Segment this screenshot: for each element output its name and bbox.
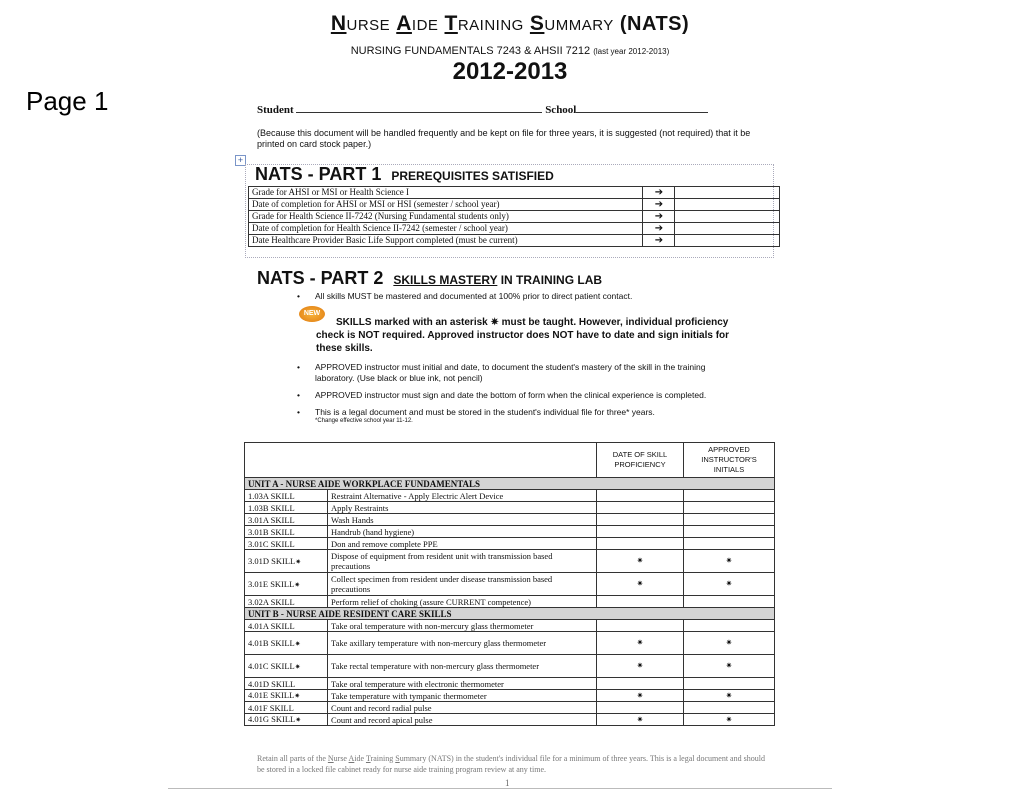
initials-cell[interactable] [684,620,775,632]
part2-heading: NATS - PART 2 SKILLS MASTERY IN TRAINING LAB [257,268,603,288]
asterisk-icon: ✷ [684,632,775,655]
entry-cell[interactable] [675,199,780,211]
list-item: • APPROVED instructor must sign and date the bottom of form when the clinical experience is completed. [297,390,707,400]
arrow-icon: ➔ [643,235,675,247]
page-number: 1 [505,778,510,788]
date-cell[interactable] [597,514,684,526]
table-header-row [245,443,775,478]
initials-cell[interactable] [684,596,775,608]
table-row: 4.01G SKILL✷ Count and record apical pulse ✷ ✷ [245,714,775,726]
student-school-line [257,102,708,116]
asterisk-icon: ✷ [294,662,301,671]
date-cell[interactable] [597,620,684,632]
new-badge-icon: NEW [299,306,325,322]
school-field[interactable] [576,102,708,113]
skills-table [244,442,775,726]
table-row: 3.01A SKILL Wash Hands [245,514,775,526]
entry-cell[interactable] [675,235,780,247]
table-row: 3.01C SKILL Don and remove complete PPE [245,538,775,550]
arrow-icon: ➔ [643,211,675,223]
table-row: Date of completion for Health Science II-7242 (semester / school year) ➔ [249,223,780,235]
asterisk-icon: ✷ [294,692,301,700]
arrow-icon: ➔ [643,223,675,235]
asterisk-icon: ✷ [597,714,684,726]
asterisk-icon: ✷ [597,550,684,573]
table-row: 4.01B SKILL✷ Take axillary temperature with non-mercury glass thermometer ✷ ✷ [245,632,775,655]
asterisk-icon: ✷ [684,573,775,596]
table-row: Date of completion for AHSI or MSI or HSI (semester / school year) ➔ [249,199,780,211]
table-row: 4.01F SKILL Count and record radial pulse [245,702,775,714]
table-row: Grade for Health Science II-7242 (Nursing Fundamental students only) ➔ [249,211,780,223]
table-row: 4.01A SKILL Take oral temperature with non-mercury glass thermometer [245,620,775,632]
school-year: 2012-2013 [452,58,568,85]
column-header-date: DATE OF SKILL PROFICIENCY [597,443,684,478]
school-label: School [545,104,577,116]
date-cell[interactable] [597,538,684,550]
date-cell[interactable] [597,678,684,690]
entry-cell[interactable] [675,211,780,223]
asterisk-icon: ✷ [684,655,775,678]
column-header-initials: APPROVED INSTRUCTOR'S INITIALS [684,443,775,478]
asterisk-icon: ✷ [294,580,301,589]
initials-cell[interactable] [684,702,775,714]
asterisk-icon: ✷ [684,550,775,573]
asterisk-icon: ✷ [294,639,301,648]
asterisk-icon: ✷ [684,690,775,702]
date-cell[interactable] [597,526,684,538]
student-label: Student [257,104,294,116]
date-cell[interactable] [597,702,684,714]
table-row: 4.01C SKILL✷ Take rectal temperature with non-mercury glass thermometer ✷ ✷ [245,655,775,678]
student-field[interactable] [296,102,542,113]
arrow-icon: ➔ [643,187,675,199]
asterisk-icon: ✷ [597,655,684,678]
initials-cell[interactable] [684,514,775,526]
entry-cell[interactable] [675,223,780,235]
asterisk-icon: ✷ [295,716,302,724]
asterisk-icon: ✷ [295,557,302,566]
list-item: • APPROVED instructor must initial and date, to document the student's mastery of the skill in the training laboratory. (Use black or blue ink, not pencil) [297,362,706,383]
initials-cell[interactable] [684,678,775,690]
page-label: Page 1 [26,86,109,116]
table-row: 3.01E SKILL✷ Collect specimen from resident under disease transmission based precautions ✷ ✷ [245,573,775,596]
document-page [237,0,780,791]
date-cell[interactable] [597,490,684,502]
initials-cell[interactable] [684,526,775,538]
asterisk-icon: ✷ [597,632,684,655]
initials-cell[interactable] [684,490,775,502]
initials-cell[interactable] [684,538,775,550]
table-row: 4.01E SKILL✷ Take temperature with tympanic thermometer ✷ ✷ [245,690,775,702]
list-item: • All skills MUST be mastered and documented at 100% prior to direct patient contact. [297,291,633,301]
table-row: 3.01B SKILL Handrub (hand hygiene) [245,526,775,538]
entry-cell[interactable] [675,187,780,199]
part2-instructions [295,291,735,431]
asterisk-icon: ✷ [597,573,684,596]
list-item: • This is a legal document and must be stored in the student's individual file for three* years. *Change effective school year 11-12. [297,407,655,424]
asterisk-icon: ✷ [597,690,684,702]
document-title: NURSE AIDE TRAINING SUMMARY (NATS) [330,12,690,35]
arrow-icon: ➔ [643,199,675,211]
part1-heading: NATS - PART 1 PREREQUISITES SATISFIED [255,164,554,184]
unit-a-row: UNIT A - NURSE AIDE WORKPLACE FUNDAMENTALS [245,478,775,490]
asterisk-icon: ✷ [684,714,775,726]
divider [168,788,832,789]
table-move-handle-icon[interactable]: + [235,155,246,166]
table-row: 1.03B SKILL Apply Restraints [245,502,775,514]
initials-cell[interactable] [684,502,775,514]
retention-footer: Retain all parts of the Nurse Aide Training Summary (NATS) in the student's individual file for a minimum of three years. This is a legal document and should be stored in a locked file cabinet ready for nurse aide training program review at any time. [257,754,765,774]
unit-b-row: UNIT B - NURSE AIDE RESIDENT CARE SKILLS [245,608,775,620]
table-row: Date Healthcare Provider Basic Life Support completed (must be current) ➔ [249,235,780,247]
table-row: 3.02A SKILL Perform relief of choking (assure CURRENT competence) [245,596,775,608]
date-cell[interactable] [597,502,684,514]
table-row: 3.01D SKILL✷ Dispose of equipment from resident unit with transmission based precautions ✷ ✷ [245,550,775,573]
table-row: Grade for AHSI or MSI or Health Science I ➔ [249,187,780,199]
document-subtitle: NURSING FUNDAMENTALS 7243 & AHSII 7212 (last year 2012-2013) [350,45,670,57]
date-cell[interactable] [597,596,684,608]
table-row: 4.01D SKILL Take oral temperature with electronic thermometer [245,678,775,690]
prerequisites-table [248,186,780,247]
table-row: 1.03A SKILL Restraint Alternative - Apply Electric Alert Device [245,490,775,502]
card-stock-note: (Because this document will be handled frequently and be kept on file for three years, it is suggested (not required) that it be printed on card stock paper.) [257,128,751,149]
asterisk-skills-note: SKILLS marked with an asterisk ✷ must be taught. However, individual proficiency check is NOT required. Approved instructor does NOT have to date and sign initials for these skills. [316,317,730,354]
